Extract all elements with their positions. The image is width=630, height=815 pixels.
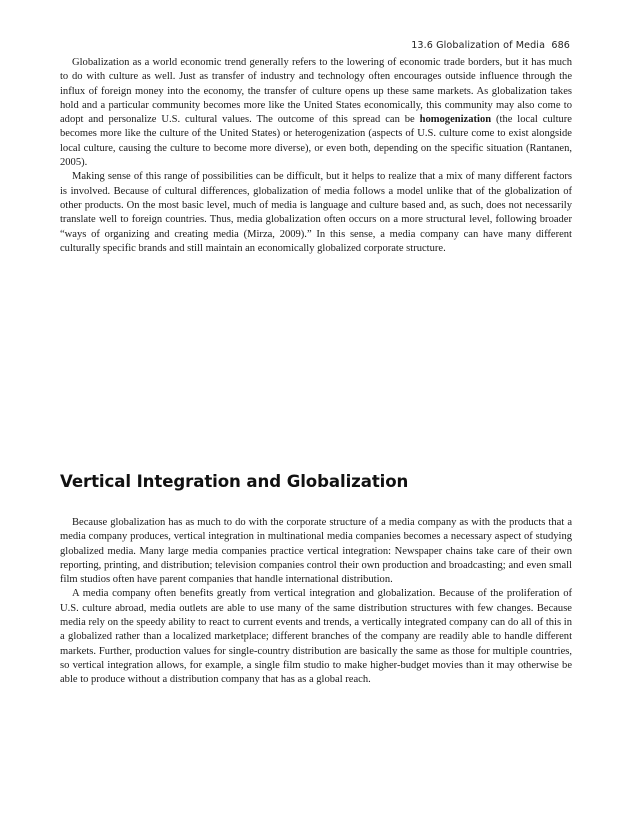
paragraph-globalization-definition: [60, 56, 572, 170]
paragraph-text: Globalization as a world economic trend generally refers to the lowering of economic trade borders, but it has much to do with culture as well. Just as transfer of industry and technology often encourages outside influence through the influx of foreign money into the economy, the transfer of culture opens up these same markets. As globalization takes hold and a particular community becomes more like the United States economically, this community may also come to adopt and personalize U.S. cultural values. The outcome of this spread can be: [60, 57, 572, 126]
intro-text-block: [60, 56, 572, 256]
paragraph-vertical-integration-benefits: A media company often benefits greatly from vertical integration and globalization. Because of the proliferation of U.S. culture abroad, media outlets are able to use many of the same distribution structures with few changes. Because media rely on the speedy ability to react to current events and trends, a vertically integrated company can do all of this in a globalized rather than a localized marketplace; different branches of the company are readily able to handle different markets. Further, production values for single-country distribution are basically the same as those for multiple countries, so vertical integration allows, for example, a single film studio to make higher-budget movies than it may otherwise be able to produce without a distribution company that has as a global reach.: [60, 588, 572, 686]
paragraph-vertical-integration-intro: Because globalization has as much to do with the corporate structure of a media company as with the products that a media company produces, vertical integration in multinational media companies becomes a necessary aspect of studying globalized media. Many large media companies practice vertical integration: Newspaper chains take care of their own reporting, printing, and distribution; television companies control their own production and broadcasting; and even small film studios often have parent companies that handle international distribution.: [60, 517, 572, 586]
section-heading: Vertical Integration and Globalization: [60, 472, 409, 491]
key-term-homogenization: homogenization: [419, 114, 492, 126]
paragraph-media-globalization-model: Making sense of this range of possibilities can be difficult, but it helps to realize that a mix of many different factors is involved. Because of cultural differences, globalization of media follows a model unlike that of the globalization of other products. On the most basic level, much of media is language and culture based and, as such, does not necessarily translate well to foreign countries. Thus, media globalization often occurs on a more structural level, following broader “ways of organizing and creating media (Mirza, 2009).” In this sense, a media company can have many different culturally specific brands and still maintain an economically globalized corporate structure.: [60, 171, 572, 254]
paragraph-text: (the local culture becomes more like the culture of the United States) or heterogenization (aspects of U.S. culture come to exist alongside local culture, causing the culture to become more diverse), or even both, depending on the specific situation (Rantanen, 2005).: [60, 114, 572, 169]
vertical-integration-text-block: [60, 516, 572, 688]
running-header-section: 13.6 Globalization of Media: [411, 40, 546, 51]
running-header: [411, 40, 570, 51]
page-number: 686: [551, 40, 570, 51]
